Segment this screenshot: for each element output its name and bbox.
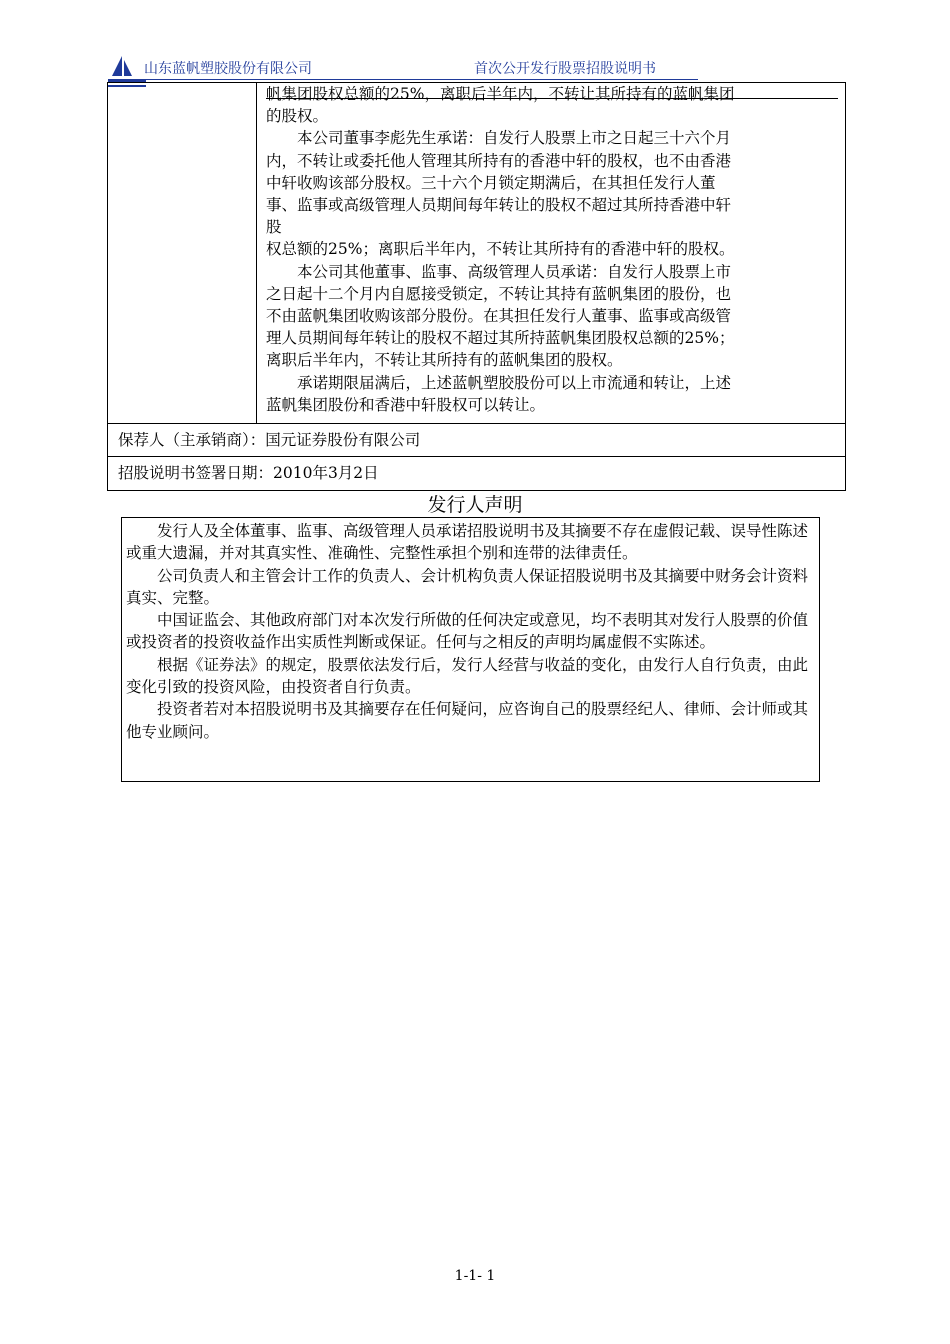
signing-date-row: 招股说明书签署日期：2010年3月2日 [118, 464, 379, 482]
commitment-line: 理人员期间每年转让的股权不超过其所持蓝帆集团股权总额的25%； [266, 329, 735, 348]
commitment-line: 离职后半年内，不转让其所持有的蓝帆集团的股权。 [266, 351, 623, 370]
declaration-paragraph: 公司负责人和主管会计工作的负责人、会计机构负责人保证招股说明书及其摘要中财务会计资料真实、完整。 [126, 566, 809, 607]
commitment-line: 帆集团股权总额的25%，离职后半年内，不转让其所持有的蓝帆集团 [266, 85, 735, 103]
declaration-paragraph: 根据《证券法》的规定，股票依法发行后，发行人经营与收益的变化，由发行人自行负责，由此变化引致的投资风险，由投资者自行负责。 [126, 655, 809, 697]
declaration-paragraph: 投资者若对本招股说明书及其摘要存在任何疑问，应咨询自己的股票经纪人、律师、会计师或其他专业顾问。 [126, 700, 809, 741]
prospectus-info-table [107, 82, 846, 491]
commitment-line: 承诺期限届满后，上述蓝帆塑胶股份可以上市流通和转让，上述 [297, 373, 732, 392]
strikethrough-line [266, 98, 838, 99]
commitment-text-cell [266, 83, 842, 423]
commitment-line: 不由蓝帆集团收购该部分股份。在其担任发行人董事、监事或高级管 [266, 307, 732, 326]
page-number: 1-1- 1 [454, 1268, 496, 1284]
commitment-line: 权总额的25%；离职后半年内，不转让其所持有的香港中轩的股权。 [266, 240, 735, 259]
declaration-title: 发行人声明 [427, 494, 523, 516]
header-company-name: 山东蓝帆塑胶股份有限公司 [144, 61, 312, 77]
sponsor-row: 保荐人（主承销商）：国元证券股份有限公司 [108, 424, 845, 457]
commitment-line: 事、监事或高级管理人员期间每年转让的股权不超过其所持香港中轩 [266, 196, 732, 215]
declaration-paragraph: 中国证监会、其他政府部门对本次发行所做的任何决定或意见，均不表明其对发行人股票的价值或投资者的投资收益作出实质性判断或保证。任何与之相反的声明均属虚假不实陈述。 [126, 611, 809, 652]
header-document-title: 首次公开发行股票招股说明书 [474, 61, 656, 77]
declaration-box [121, 517, 820, 782]
declaration-paragraph: 发行人及全体董事、监事、高级管理人员承诺招股说明书及其摘要不存在虚假记载、误导性陈述或重大遗漏，并对其真实性、准确性、完整性承担个别和连带的法律责任。 [126, 522, 809, 563]
commitment-line: 股 [266, 218, 282, 237]
commitment-line: 的股权。 [266, 107, 329, 126]
lockup-commitment-row [108, 83, 845, 424]
commitment-line: 蓝帆集团股份和香港中轩股权可以转让。 [266, 395, 546, 414]
commitment-line: 中轩收购该部分股权。三十六个月锁定期满后，在其担任发行人董 [266, 173, 716, 192]
header-rule [108, 79, 698, 80]
commitment-line: 之日起十二个月内自愿接受锁定，不转让其持有蓝帆集团的股份，也 [266, 284, 732, 303]
commitment-label-cell [108, 83, 257, 423]
commitment-line: 本公司董事李彪先生承诺：自发行人股票上市之日起三十六个月 [297, 129, 732, 148]
commitment-line: 内，不转让或委托他人管理其所持有的香港中轩的股权，也不由香港 [266, 151, 732, 170]
commitment-line: 本公司其他董事、监事、高级管理人员承诺：自发行人股票上市 [297, 262, 732, 281]
